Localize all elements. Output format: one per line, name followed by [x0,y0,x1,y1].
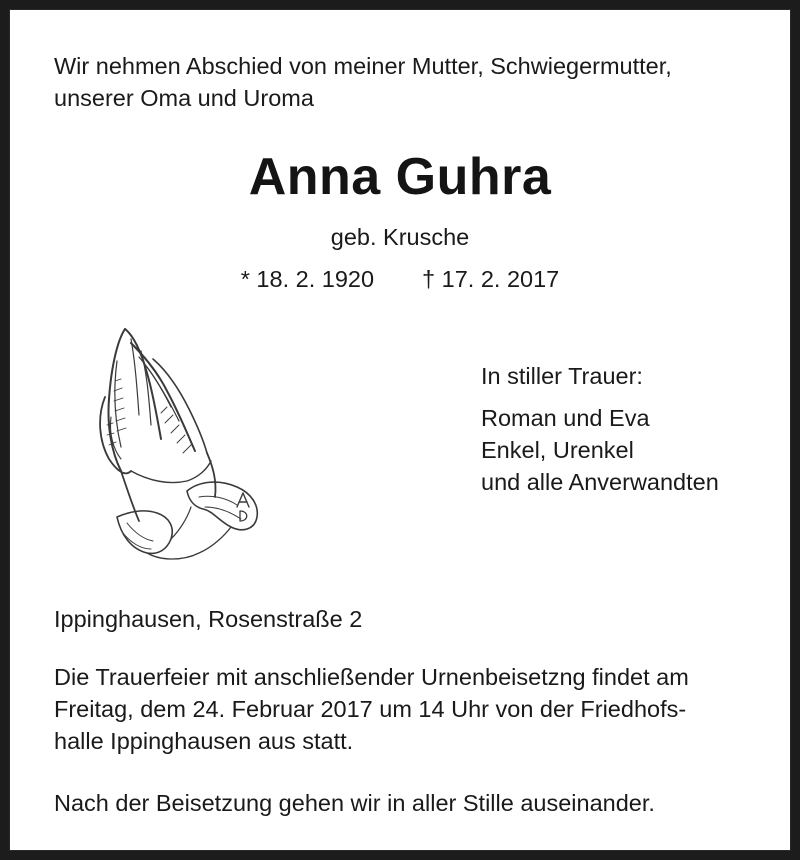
maiden-name: geb. Krusche [330,224,470,250]
mourners-block [481,360,781,498]
intro-line-1: Wir nehmen Abschied von meiner Mutter, Schwiegermutter, [54,53,672,79]
address: Ippinghausen, Rosenstraße 2 [54,606,363,632]
deceased-name: Anna Guhra [248,148,552,206]
birth-date: * 18. 2. 1920 [240,266,375,292]
praying-hands-illustration [87,321,271,561]
notice-line-3: halle Ippinghausen aus statt. [54,728,354,754]
life-dates [9,264,791,294]
obituary-card [9,9,791,851]
notice-line-1: Die Trauerfeier mit anschließender Urnenbeisetzng findet am [54,664,689,690]
mourners-heading: In stiller Trauer: [481,363,643,389]
notice-line-2: Freitag, dem 24. Februar 2017 um 14 Uhr von der Friedhofs- [54,696,687,722]
intro-line-2: unserer Oma und Uroma [54,85,314,111]
funeral-notice [54,661,774,757]
death-date: † 17. 2. 2017 [422,266,560,292]
mourner-line: Roman und Eva [481,405,650,431]
closing-text: Nach der Beisetzung gehen wir in aller Stille auseinander. [54,790,655,816]
intro-text [54,50,774,114]
mourner-line: und alle Anverwandten [481,469,719,495]
mourner-line: Enkel, Urenkel [481,437,634,463]
